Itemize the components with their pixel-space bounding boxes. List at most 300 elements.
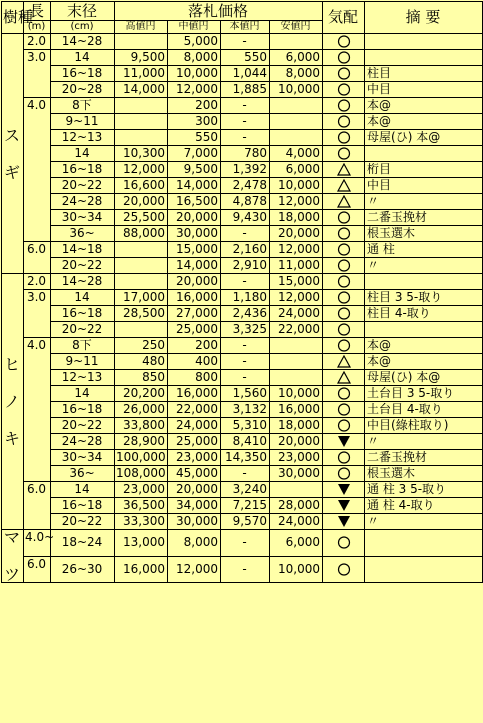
circle-icon bbox=[337, 307, 351, 320]
diameter-cell: 14 bbox=[51, 146, 115, 162]
diameter-cell: 18~24 bbox=[51, 530, 115, 557]
mood-cell bbox=[323, 386, 365, 402]
summary-cell: 柱目 bbox=[365, 66, 483, 82]
mood-cell bbox=[323, 482, 365, 498]
length-cell: 6.0 bbox=[24, 556, 51, 583]
summary-cell: 中目 bbox=[365, 178, 483, 194]
high-price-cell bbox=[115, 322, 168, 338]
high-price-cell: 12,000 bbox=[115, 162, 168, 178]
diameter-cell: 20~22 bbox=[51, 178, 115, 194]
header-low: 安値円 bbox=[270, 21, 323, 34]
header-summary: 摘 要 bbox=[365, 2, 483, 34]
high-price-cell: 33,300 bbox=[115, 514, 168, 530]
mood-cell bbox=[323, 274, 365, 290]
length-cell: 6.0 bbox=[24, 482, 51, 530]
mid-price-cell: 27,000 bbox=[168, 306, 221, 322]
unit-price-cell: 5,310 bbox=[221, 418, 270, 434]
mid-price-cell: 30,000 bbox=[168, 514, 221, 530]
species-char: キ bbox=[3, 429, 20, 448]
diameter-cell: 16~18 bbox=[51, 402, 115, 418]
circle-icon bbox=[337, 451, 351, 464]
low-price-cell: 20,000 bbox=[270, 434, 323, 450]
triangle-down-filled-icon bbox=[337, 435, 351, 448]
circle-icon bbox=[337, 211, 351, 224]
low-price-cell: 10,000 bbox=[270, 386, 323, 402]
low-price-cell bbox=[270, 98, 323, 114]
mood-cell bbox=[323, 402, 365, 418]
table-row bbox=[2, 82, 483, 98]
high-price-cell: 16,600 bbox=[115, 178, 168, 194]
low-price-cell bbox=[270, 34, 323, 50]
unit-price-cell: 1,885 bbox=[221, 82, 270, 98]
circle-icon bbox=[337, 563, 351, 576]
triangle-up-icon bbox=[337, 355, 351, 368]
low-price-cell: 24,000 bbox=[270, 306, 323, 322]
unit-price-cell: - bbox=[221, 114, 270, 130]
mood-cell bbox=[323, 34, 365, 50]
diameter-cell: 14~28 bbox=[51, 274, 115, 290]
diameter-cell: 14 bbox=[51, 386, 115, 402]
length-cell: 3.0 bbox=[24, 290, 51, 338]
low-price-cell: 12,000 bbox=[270, 290, 323, 306]
diameter-cell: 36~ bbox=[51, 466, 115, 482]
diameter-cell: 14~28 bbox=[51, 34, 115, 50]
unit-price-cell: 1,180 bbox=[221, 290, 270, 306]
circle-icon bbox=[337, 51, 351, 64]
low-price-cell: 12,000 bbox=[270, 194, 323, 210]
summary-cell: 〃 bbox=[365, 194, 483, 210]
species-char: ヒ bbox=[3, 355, 20, 374]
unit-price-cell: 1,044 bbox=[221, 66, 270, 82]
mid-price-cell: 45,000 bbox=[168, 466, 221, 482]
length-cell: 4.0 bbox=[24, 98, 51, 242]
low-price-cell: 22,000 bbox=[270, 322, 323, 338]
header-length: 長 bbox=[24, 2, 51, 21]
unit-price-cell: - bbox=[221, 530, 270, 557]
mid-price-cell: 8,000 bbox=[168, 50, 221, 66]
high-price-cell: 36,500 bbox=[115, 498, 168, 514]
mood-cell bbox=[323, 146, 365, 162]
triangle-down-filled-icon bbox=[337, 483, 351, 496]
table-row bbox=[2, 370, 483, 386]
low-price-cell: 10,000 bbox=[270, 556, 323, 583]
high-price-cell: 20,000 bbox=[115, 194, 168, 210]
mid-price-cell: 400 bbox=[168, 354, 221, 370]
species-char: ノ bbox=[3, 392, 20, 411]
mid-price-cell: 34,000 bbox=[168, 498, 221, 514]
unit-price-cell: - bbox=[221, 130, 270, 146]
auction-price-table bbox=[1, 1, 483, 583]
table-row bbox=[2, 556, 483, 583]
table-row bbox=[2, 34, 483, 50]
table-row bbox=[2, 114, 483, 130]
mid-price-cell: 24,000 bbox=[168, 418, 221, 434]
low-price-cell: 4,000 bbox=[270, 146, 323, 162]
mid-price-cell: 200 bbox=[168, 98, 221, 114]
high-price-cell bbox=[115, 130, 168, 146]
low-price-cell bbox=[270, 338, 323, 354]
mood-cell bbox=[323, 258, 365, 274]
low-price-cell: 16,000 bbox=[270, 402, 323, 418]
table-row bbox=[2, 242, 483, 258]
table-row bbox=[2, 322, 483, 338]
low-price-cell: 23,000 bbox=[270, 450, 323, 466]
mood-cell bbox=[323, 194, 365, 210]
unit-price-cell: - bbox=[221, 556, 270, 583]
unit-price-cell: 9,430 bbox=[221, 210, 270, 226]
circle-icon bbox=[337, 35, 351, 48]
unit-price-cell: - bbox=[221, 274, 270, 290]
table-row bbox=[2, 514, 483, 530]
unit-price-cell: 2,478 bbox=[221, 178, 270, 194]
mid-price-cell: 14,000 bbox=[168, 258, 221, 274]
summary-cell: 本@ bbox=[365, 98, 483, 114]
mood-cell bbox=[323, 450, 365, 466]
mood-cell bbox=[323, 50, 365, 66]
length-cell: 2.0 bbox=[24, 34, 51, 50]
mood-cell bbox=[323, 434, 365, 450]
summary-cell bbox=[365, 322, 483, 338]
table-row bbox=[2, 354, 483, 370]
diameter-cell: 14 bbox=[51, 482, 115, 498]
summary-cell: 〃 bbox=[365, 434, 483, 450]
low-price-cell: 6,000 bbox=[270, 162, 323, 178]
mood-cell bbox=[323, 130, 365, 146]
diameter-cell: 20~28 bbox=[51, 82, 115, 98]
triangle-up-icon bbox=[337, 163, 351, 176]
low-price-cell: 18,000 bbox=[270, 210, 323, 226]
triangle-down-filled-icon bbox=[337, 515, 351, 528]
table-row bbox=[2, 386, 483, 402]
low-price-cell: 6,000 bbox=[270, 530, 323, 557]
mid-price-cell: 550 bbox=[168, 130, 221, 146]
mid-price-cell: 300 bbox=[168, 114, 221, 130]
low-price-cell: 10,000 bbox=[270, 82, 323, 98]
unit-price-cell: - bbox=[221, 338, 270, 354]
low-price-cell: 18,000 bbox=[270, 418, 323, 434]
high-price-cell: 13,000 bbox=[115, 530, 168, 557]
length-cell: 6.0 bbox=[24, 242, 51, 274]
species-char: ス bbox=[3, 125, 20, 145]
mid-price-cell: 16,500 bbox=[168, 194, 221, 210]
table-row bbox=[2, 66, 483, 82]
circle-icon bbox=[337, 323, 351, 336]
circle-icon bbox=[337, 403, 351, 416]
summary-cell: 通 柱 3 5-取り bbox=[365, 482, 483, 498]
table-row bbox=[2, 258, 483, 274]
table-row bbox=[2, 130, 483, 146]
summary-cell bbox=[365, 274, 483, 290]
low-price-cell: 12,000 bbox=[270, 242, 323, 258]
circle-icon bbox=[337, 536, 351, 549]
table-row bbox=[2, 146, 483, 162]
mid-price-cell: 30,000 bbox=[168, 226, 221, 242]
summary-cell: 本@ bbox=[365, 354, 483, 370]
low-price-cell bbox=[270, 370, 323, 386]
diameter-cell: 8下 bbox=[51, 98, 115, 114]
high-price-cell: 16,000 bbox=[115, 556, 168, 583]
mid-price-cell: 25,000 bbox=[168, 322, 221, 338]
unit-price-cell: - bbox=[221, 354, 270, 370]
high-price-cell bbox=[115, 242, 168, 258]
unit-price-cell: 780 bbox=[221, 146, 270, 162]
high-price-cell: 17,000 bbox=[115, 290, 168, 306]
mid-price-cell: 800 bbox=[168, 370, 221, 386]
mood-cell bbox=[323, 226, 365, 242]
summary-cell: 通 柱 4-取り bbox=[365, 498, 483, 514]
low-price-cell: 24,000 bbox=[270, 514, 323, 530]
summary-cell: 根玉選木 bbox=[365, 466, 483, 482]
summary-cell: 中目(綠柱取り) bbox=[365, 418, 483, 434]
species-cell bbox=[2, 274, 24, 530]
summary-cell bbox=[365, 146, 483, 162]
circle-icon bbox=[337, 115, 351, 128]
low-price-cell: 8,000 bbox=[270, 66, 323, 82]
table-row bbox=[2, 50, 483, 66]
table-row bbox=[2, 402, 483, 418]
table-row bbox=[2, 466, 483, 482]
mood-cell bbox=[323, 98, 365, 114]
high-price-cell: 28,500 bbox=[115, 306, 168, 322]
diameter-cell: 16~18 bbox=[51, 306, 115, 322]
low-price-cell: 10,000 bbox=[270, 178, 323, 194]
mood-cell bbox=[323, 556, 365, 583]
unit-price-cell: 1,392 bbox=[221, 162, 270, 178]
low-price-cell: 15,000 bbox=[270, 274, 323, 290]
summary-cell: 〃 bbox=[365, 514, 483, 530]
unit-price-cell: - bbox=[221, 370, 270, 386]
diameter-cell: 16~18 bbox=[51, 162, 115, 178]
high-price-cell: 10,300 bbox=[115, 146, 168, 162]
mood-cell bbox=[323, 514, 365, 530]
mood-cell bbox=[323, 370, 365, 386]
circle-icon bbox=[337, 275, 351, 288]
mood-cell bbox=[323, 322, 365, 338]
unit-price-cell: 14,350 bbox=[221, 450, 270, 466]
mid-price-cell: 5,000 bbox=[168, 34, 221, 50]
table-row bbox=[2, 162, 483, 178]
header-high: 高値円 bbox=[115, 21, 168, 34]
diameter-cell: 14 bbox=[51, 50, 115, 66]
mood-cell bbox=[323, 498, 365, 514]
unit-price-cell: 2,160 bbox=[221, 242, 270, 258]
mood-cell bbox=[323, 82, 365, 98]
diameter-cell: 20~22 bbox=[51, 418, 115, 434]
unit-price-cell: 3,325 bbox=[221, 322, 270, 338]
table-row bbox=[2, 482, 483, 498]
summary-cell: 本@ bbox=[365, 114, 483, 130]
mood-cell bbox=[323, 466, 365, 482]
mood-cell bbox=[323, 242, 365, 258]
mid-price-cell: 15,000 bbox=[168, 242, 221, 258]
mid-price-cell: 8,000 bbox=[168, 530, 221, 557]
table-row bbox=[2, 98, 483, 114]
mid-price-cell: 9,500 bbox=[168, 162, 221, 178]
header-price: 落札価格 bbox=[115, 2, 323, 21]
table-row bbox=[2, 498, 483, 514]
low-price-cell: 20,000 bbox=[270, 226, 323, 242]
circle-icon bbox=[337, 291, 351, 304]
mood-cell bbox=[323, 210, 365, 226]
low-price-cell: 11,000 bbox=[270, 258, 323, 274]
summary-cell: 本@ bbox=[365, 338, 483, 354]
mid-price-cell: 16,000 bbox=[168, 386, 221, 402]
diameter-cell: 26~30 bbox=[51, 556, 115, 583]
summary-cell: 中目 bbox=[365, 82, 483, 98]
unit-price-cell: 3,132 bbox=[221, 402, 270, 418]
length-cell: 3.0 bbox=[24, 50, 51, 98]
summary-cell bbox=[365, 556, 483, 583]
mood-cell bbox=[323, 66, 365, 82]
high-price-cell: 250 bbox=[115, 338, 168, 354]
unit-price-cell: - bbox=[221, 466, 270, 482]
high-price-cell: 100,000 bbox=[116, 450, 166, 464]
mood-cell bbox=[323, 178, 365, 194]
species-cell bbox=[2, 34, 24, 274]
summary-cell: 柱目 4-取り bbox=[365, 306, 483, 322]
circle-icon bbox=[337, 467, 351, 480]
diameter-cell: 30~34 bbox=[51, 450, 115, 466]
diameter-cell: 20~22 bbox=[51, 258, 115, 274]
high-price-cell: 108,000 bbox=[116, 466, 166, 480]
diameter-cell: 8下 bbox=[51, 338, 115, 354]
summary-cell bbox=[365, 530, 483, 557]
table-row bbox=[2, 194, 483, 210]
unit-price-cell: 9,570 bbox=[221, 514, 270, 530]
table-row bbox=[2, 338, 483, 354]
mood-cell bbox=[323, 306, 365, 322]
low-price-cell: 28,000 bbox=[270, 498, 323, 514]
triangle-up-icon bbox=[337, 371, 351, 384]
unit-price-cell: 7,215 bbox=[221, 498, 270, 514]
high-price-cell: 28,900 bbox=[115, 434, 168, 450]
unit-price-cell: - bbox=[221, 98, 270, 114]
species-char: マ bbox=[3, 528, 20, 547]
diameter-cell: 36~ bbox=[51, 226, 115, 242]
diameter-cell: 16~18 bbox=[51, 498, 115, 514]
high-price-cell: 33,800 bbox=[115, 418, 168, 434]
circle-icon bbox=[337, 339, 351, 352]
summary-cell: 通 柱 bbox=[365, 242, 483, 258]
diameter-cell: 9~11 bbox=[51, 114, 115, 130]
high-price-cell bbox=[115, 114, 168, 130]
header-diameter: 末径 bbox=[51, 2, 115, 21]
high-price-cell: 88,000 bbox=[115, 226, 168, 242]
diameter-cell: 20~22 bbox=[51, 514, 115, 530]
summary-cell bbox=[365, 50, 483, 66]
circle-icon bbox=[337, 243, 351, 256]
high-price-cell: 11,000 bbox=[115, 66, 168, 82]
header-species: 樹種 bbox=[2, 2, 24, 34]
header-length-unit: (m) bbox=[24, 21, 51, 34]
mid-price-cell: 14,000 bbox=[168, 178, 221, 194]
diameter-cell: 16~18 bbox=[51, 66, 115, 82]
table-row bbox=[2, 178, 483, 194]
low-price-cell bbox=[270, 130, 323, 146]
unit-price-cell: - bbox=[221, 34, 270, 50]
table-body bbox=[2, 2, 483, 583]
table-row bbox=[2, 434, 483, 450]
circle-icon bbox=[337, 67, 351, 80]
unit-price-cell: 2,910 bbox=[221, 258, 270, 274]
summary-cell: 〃 bbox=[365, 258, 483, 274]
mood-cell bbox=[323, 114, 365, 130]
summary-cell: 土台目 4-取り bbox=[365, 402, 483, 418]
mid-price-cell: 20,000 bbox=[168, 482, 221, 498]
circle-icon bbox=[337, 83, 351, 96]
high-price-cell bbox=[115, 34, 168, 50]
mood-cell bbox=[323, 418, 365, 434]
unit-price-cell: 4,878 bbox=[221, 194, 270, 210]
circle-icon bbox=[337, 131, 351, 144]
species-char: ツ bbox=[3, 565, 20, 584]
unit-price-cell: 1,560 bbox=[221, 386, 270, 402]
mid-price-cell: 12,000 bbox=[168, 556, 221, 583]
header-qty: 本値円 bbox=[221, 21, 270, 34]
diameter-cell: 9~11 bbox=[51, 354, 115, 370]
mood-cell bbox=[323, 162, 365, 178]
low-price-cell bbox=[270, 114, 323, 130]
high-price-cell: 9,500 bbox=[115, 50, 168, 66]
unit-price-cell: - bbox=[221, 226, 270, 242]
table-row bbox=[2, 274, 483, 290]
mood-cell bbox=[323, 354, 365, 370]
table-row bbox=[2, 290, 483, 306]
table-row bbox=[2, 530, 483, 557]
unit-price-cell: 550 bbox=[221, 50, 270, 66]
high-price-cell: 26,000 bbox=[115, 402, 168, 418]
mid-price-cell: 20,000 bbox=[168, 210, 221, 226]
unit-price-cell: 8,410 bbox=[221, 434, 270, 450]
mood-cell bbox=[323, 338, 365, 354]
triangle-up-icon bbox=[337, 179, 351, 192]
diameter-cell: 20~22 bbox=[51, 322, 115, 338]
mid-price-cell: 20,000 bbox=[168, 274, 221, 290]
mid-price-cell: 200 bbox=[168, 338, 221, 354]
high-price-cell bbox=[115, 98, 168, 114]
summary-cell: 母屋(ひ) 本@ bbox=[365, 130, 483, 146]
circle-icon bbox=[337, 419, 351, 432]
high-price-cell: 23,000 bbox=[115, 482, 168, 498]
mid-price-cell: 23,000 bbox=[168, 450, 221, 466]
table-row bbox=[2, 450, 483, 466]
high-price-cell: 14,000 bbox=[115, 82, 168, 98]
triangle-up-icon bbox=[337, 195, 351, 208]
header-mood: 気配 bbox=[323, 2, 365, 34]
summary-cell: 土台目 3 5-取り bbox=[365, 386, 483, 402]
unit-price-cell: 2,436 bbox=[221, 306, 270, 322]
mid-price-cell: 16,000 bbox=[168, 290, 221, 306]
header-row-top bbox=[2, 2, 483, 21]
triangle-down-filled-icon bbox=[337, 499, 351, 512]
table-row bbox=[2, 306, 483, 322]
species-cell bbox=[2, 530, 24, 583]
mid-price-cell: 12,000 bbox=[168, 82, 221, 98]
diameter-cell: 14 bbox=[51, 290, 115, 306]
diameter-cell: 14~18 bbox=[51, 242, 115, 258]
high-price-cell bbox=[115, 258, 168, 274]
low-price-cell: 30,000 bbox=[270, 466, 323, 482]
summary-cell: 母屋(ひ) 本@ bbox=[365, 370, 483, 386]
circle-icon bbox=[337, 387, 351, 400]
high-price-cell bbox=[115, 274, 168, 290]
unit-price-cell: 3,240 bbox=[221, 482, 270, 498]
diameter-cell: 24~28 bbox=[51, 434, 115, 450]
low-price-cell bbox=[270, 482, 323, 498]
summary-cell: 柱目 3 5-取り bbox=[365, 290, 483, 306]
high-price-cell: 480 bbox=[115, 354, 168, 370]
mood-cell bbox=[323, 530, 365, 557]
